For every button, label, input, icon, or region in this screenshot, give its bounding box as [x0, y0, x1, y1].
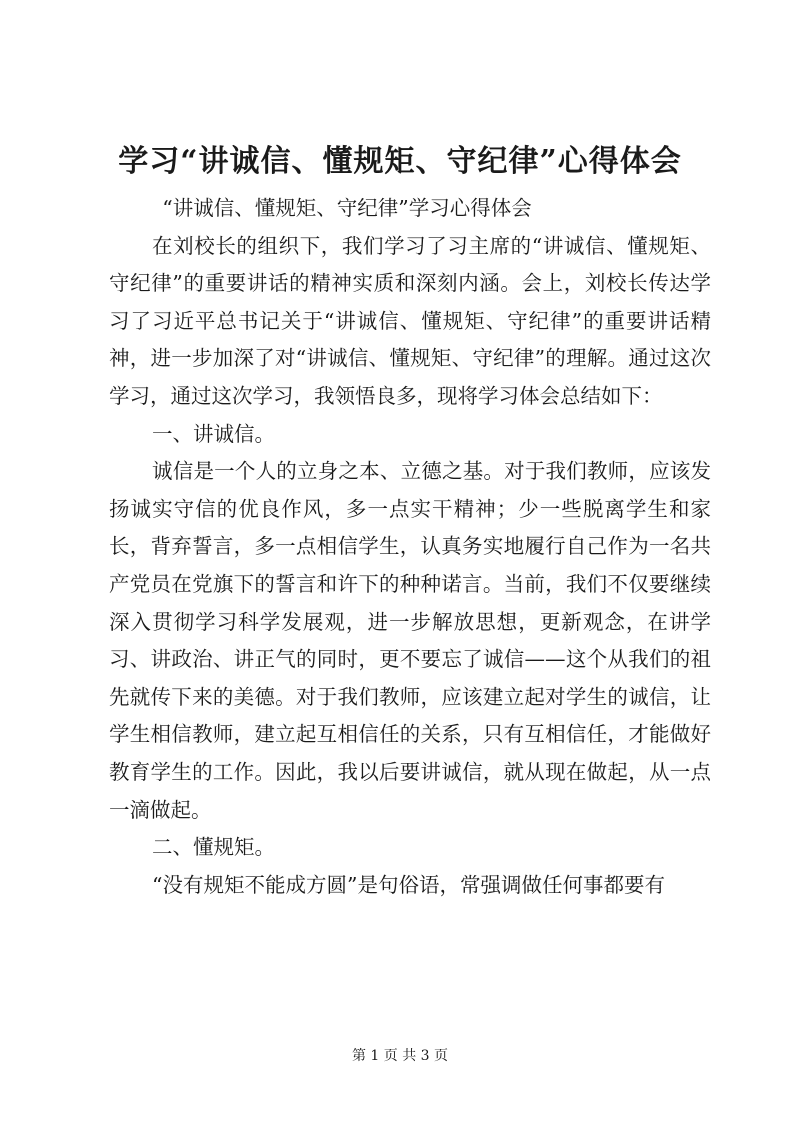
document-title: 学习“讲诚信、懂规矩、守纪律”心得体会: [118, 144, 682, 179]
section-heading-rules: 二、懂规矩。: [152, 835, 276, 860]
document-body: [109, 190, 711, 904]
section-heading-integrity: 一、讲诚信。: [152, 421, 276, 446]
page-footer: 第 1 页 共 3 页: [351, 1048, 449, 1064]
rules-paragraph: “没有规矩不能成方圆”是句俗语，常强调做任何事都要有: [152, 872, 666, 897]
integrity-paragraph: 诚信是一个人的立身之本、立德之基。对于我们教师，应该发扬诚实守信的优良作风，多一点实干精神；少一些脱离学生和家长，背弃誓言，多一点相信学生，认真务实地履行自己作为一名共产党员在党旗下的誓言和许下的种种诺言。当前，我们不仅要继续深入贯彻学习科学发展观，进一步解放思想，更新观念，在讲学习、讲政治、讲正气的同时，更不要忘了诚信——这个从我们的祖先就传下来的美德。对于我们教师，应该建立起对学生的诚信，让学生相信教师，建立起互相信任的关系，只有互相信任，才能做好教育学生的工作。因此，我以后要讲诚信，就从现在做起，从一点一滴做起。: [109, 459, 711, 822]
intro-paragraph: 在刘校长的组织下，我们学习了习主席的“讲诚信、懂规矩、守纪律”的重要讲话的精神实质和深刻内涵。会上，刘校长传达学习了习近平总书记关于“讲诚信、懂规矩、守纪律”的重要讲话精神，进一步加深了对“讲诚信、懂规矩、守纪律”的理解。通过这次学习，通过这次学习，我领悟良多，现将学习体会总结如下：: [109, 233, 711, 408]
document-subtitle: “讲诚信、懂规矩、守纪律”学习心得体会: [162, 196, 532, 220]
